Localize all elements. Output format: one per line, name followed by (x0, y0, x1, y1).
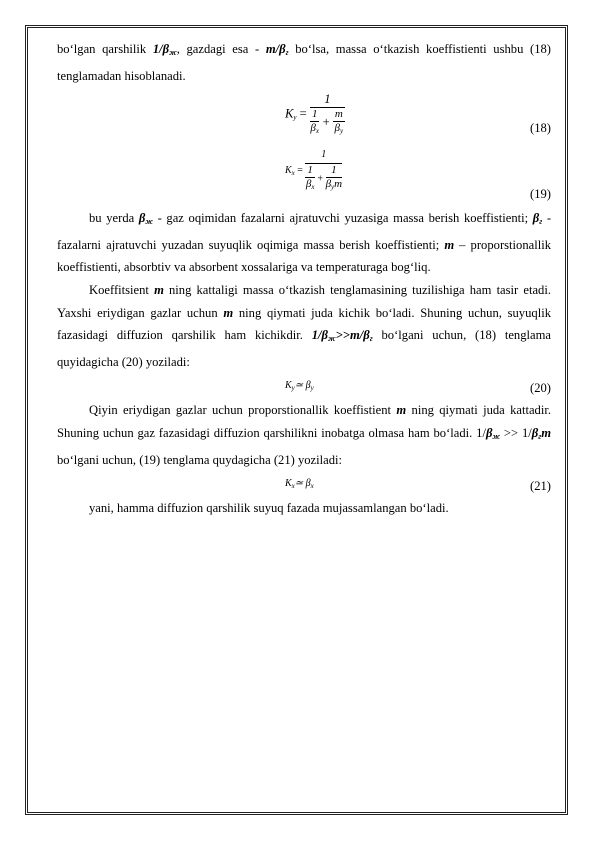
paragraph-3: Koeffitsient m ning kattaligi massa o‘tkazish tenglamasining tuzilishiga ham tasir etadi. Yaxshi eriydigan gazlar uchun m ning qiymati juda kichik bo‘ladi. Shuning uchun, suyuqlik fazasidagi diffuzion qarshilik ham kichikdir. $1/\beta_ж>>m/\beta_г$ bo‘lgani uchun, (18) tenglama quyidagicha (20) yoziladi: (57, 282, 551, 369)
paragraph-2: bu yerda $\beta_ж$ - gaz oqimidan fazalarni ajratuvchi yuzasiga massa berish koeffistienti; $\beta_г$ - fazalarni ajratuvchi yuzadan suyuqlik oqimiga massa berish koeffistienti; m – proporstionallik koeffistienti, absorbtiv va absorbent xossalariga va temperaturaga bog‘liq. (57, 211, 552, 275)
equation-18: Ky = 1 $\frac{1}{\beta x}$ + $\frac{m}{\beta y}$ (18) (57, 87, 551, 147)
equation-21: $K_x≃$ $\beta_x$ (21) (57, 471, 551, 497)
paragraph-1: bo‘lgan qarshilik $1/\beta_ж$, gazdagi esa - $m/\beta_г$ bo‘lsa, massa o‘tkazish koeffistienti ushbu (18) tenglamadan hisoblanadi. (57, 42, 551, 83)
equation-number: (21) (530, 479, 551, 494)
paragraph-5: yani, hamma diffuzion qarshilik suyuq fazada mujassamlangan bo‘ladi. (89, 501, 449, 516)
equation-number: (20) (530, 381, 551, 396)
document-body (57, 38, 551, 520)
equation-19: $K_x$ = 1 $\frac{1}{\beta x}$ + $\frac{1}{\text{βym}}$ (19) (57, 147, 551, 207)
paragraph-4: Qiyin eriydigan gazlar uchun proporstionallik koeffistient m ning qiymati juda kattadir. Shuning uchun gaz fazasidagi diffuzion qarshilikni inobatga olmasa ham bo‘ladi. $1/\beta_ж >> 1/\beta_гm$ bo‘lgani uchun, (19) tenglama quydagicha (21) yoziladi: (57, 403, 552, 467)
equation-20: $K_y≃$ $\beta_y$ (20) (57, 373, 551, 399)
equation-number: (18) (530, 121, 551, 136)
equation-number: (19) (530, 187, 551, 202)
